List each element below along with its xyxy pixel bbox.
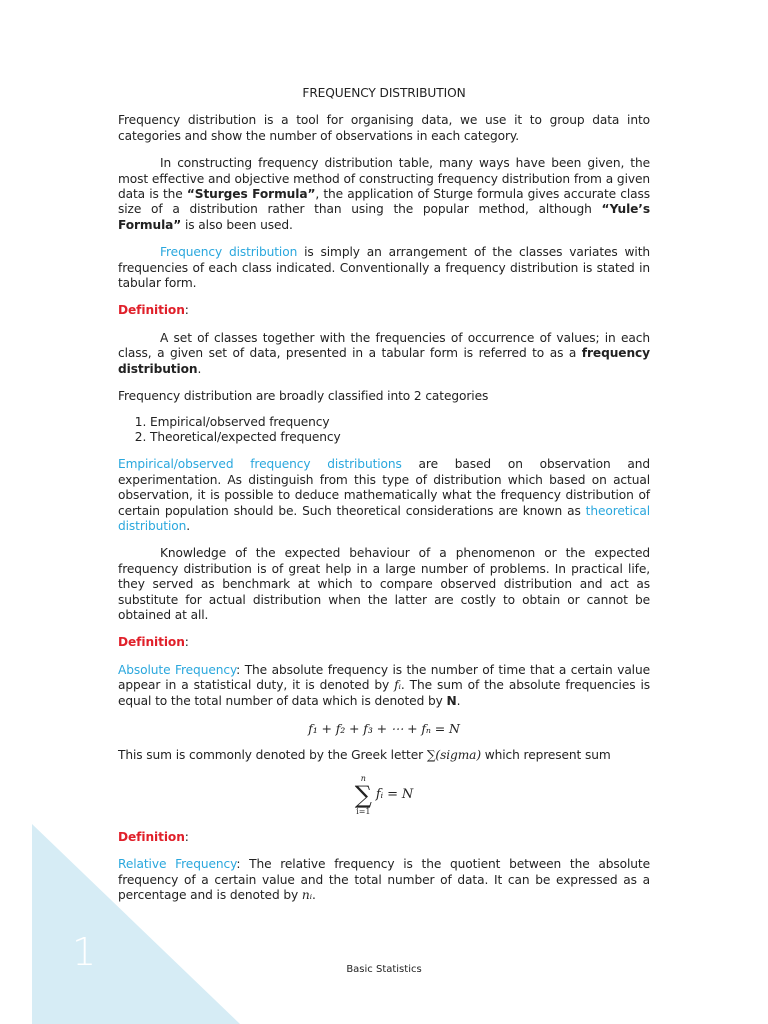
lower-limit: i=1 [356, 806, 371, 816]
colon: : [184, 303, 189, 318]
definition-heading-2 [118, 635, 650, 650]
document-body [118, 80, 650, 903]
sum-formula: f₁ + f₂ + f₃ + ⋯ + fₙ = N [308, 721, 460, 736]
definition-paragraph-1 [118, 331, 650, 377]
relative-frequency-term: Relative Frequency [118, 857, 237, 872]
page-number: 1 [72, 930, 97, 974]
fi-symbol: fᵢ [394, 678, 401, 693]
text: This sum is commonly denoted by the Greek letter [118, 748, 427, 763]
frequency-distribution-paragraph [118, 245, 650, 291]
definition-label: Definition [118, 303, 185, 318]
colon: : [184, 635, 189, 650]
text: . [186, 518, 191, 533]
list-item: 2. Theoretical/expected frequency [150, 430, 650, 445]
sigma-symbol: ∑ [354, 780, 372, 809]
frequency-distribution-bold: frequency distribution [118, 346, 650, 376]
text: : The relative frequency is the quotient between the absolute frequency of a certain value and the total number of data. It can be expressed as a percentage and is denoted by [118, 857, 650, 903]
list-item: 1. Empirical/observed frequency [150, 415, 650, 430]
ni-symbol: nᵢ [301, 888, 313, 903]
definition-label: Definition [118, 829, 185, 844]
knowledge-paragraph: Knowledge of the expected behaviour of a phenomenon or the expected frequency distribution is of great help in a large number of problems. In practical life, they served as benchmark at which to compare observed distribution and act as substitute for actual distribution when the latter are costly to obtain or cannot be obtained at all. [118, 546, 650, 622]
empirical-term: Empirical/observed frequency distributions [118, 457, 402, 472]
summation-expression: fᵢ = N [375, 787, 414, 803]
text: is simply an arrangement of the classes variates with frequencies of each class indicated. Conventionally a frequency distribution is stated in tabular form. [118, 245, 650, 291]
text: . [456, 693, 461, 708]
text: . [197, 361, 202, 376]
definition-heading-1 [118, 303, 650, 318]
text: : The absolute frequency is the number of time that a certain value appear in a statistical duty, it is denoted by [118, 662, 650, 693]
colon: : [184, 829, 189, 844]
text: is also been used. [181, 217, 293, 232]
sigma-paragraph [118, 748, 650, 763]
text: which represent sum [481, 748, 611, 763]
summation-formula [118, 774, 650, 816]
absolute-frequency-paragraph [118, 663, 650, 709]
text: . The sum of the absolute frequencies is equal to the total number of data which is denoted by [118, 678, 650, 708]
text: A set of classes together with the frequencies of occurrence of values; in each class, a given set of data, presented in a tabular form is referred to as a [118, 330, 650, 361]
sigma-operator [355, 774, 372, 816]
n-symbol: N [446, 693, 457, 708]
text: are based on observation and experimentation. As distinguish from this type of distribution which based on actual observation, it is possible to deduce mathematically what the frequency distribution of certain population should be. Such theoretical considerations are known as [118, 457, 650, 518]
sturges-paragraph [118, 156, 650, 233]
intro-paragraph: Frequency distribution is a tool for organising data, we use it to group data into categories and show the number of observations in each category. [118, 113, 650, 143]
sturges-formula-term: “Sturges Formula” [186, 187, 316, 202]
text: In constructing frequency distribution table, many ways have been given, the most effective and objective method of constructing frequency distribution from a given data is the [118, 156, 650, 202]
definition-heading-3 [118, 830, 650, 845]
definition-label: Definition [118, 635, 185, 650]
sigma-notation: ∑(sigma) [426, 748, 481, 763]
text: . [312, 888, 316, 903]
yules-formula-term: “Yule’s Formula” [118, 202, 650, 232]
upper-limit: n [360, 773, 366, 783]
footer-text: Basic Statistics [346, 964, 422, 975]
categories-paragraph: Frequency distribution are broadly classified into 2 categories [118, 389, 489, 404]
categories-list [118, 415, 650, 446]
empirical-paragraph [118, 457, 650, 534]
frequency-distribution-term: Frequency distribution [160, 245, 298, 260]
text: , the application of Sturge formula gives accurate class size of a distribution rather than using the popular method, although [118, 187, 650, 217]
page-title: FREQUENCY DISTRIBUTION [302, 86, 466, 100]
theoretical-term: theoretical distribution [118, 503, 650, 533]
relative-frequency-paragraph [118, 857, 650, 903]
absolute-frequency-term: Absolute Frequency [118, 662, 237, 677]
